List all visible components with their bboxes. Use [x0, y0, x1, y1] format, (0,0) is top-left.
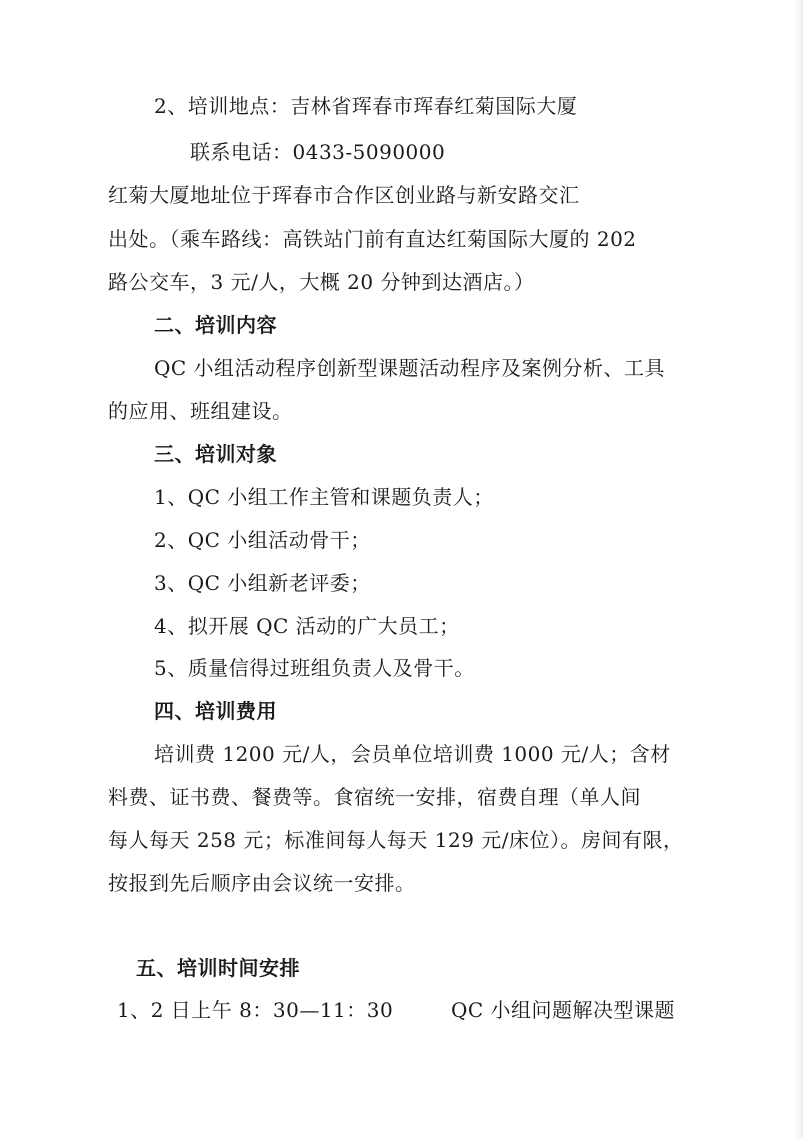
fees-line-3: 每人每天 258 元；标准间每人每天 129 元/床位）。房间有限， — [108, 828, 684, 852]
schedule-time: 1、2 日上午 8：30—11：30 — [117, 998, 394, 1022]
section-heading-content: 二、培训内容 — [154, 313, 277, 337]
content-line-1: QC 小组活动程序创新型课题活动程序及案例分析、工具 — [154, 356, 666, 380]
fees-line-1: 培训费 1200 元/人，会员单位培训费 1000 元/人；含材 — [154, 742, 671, 766]
schedule-topic: QC 小组问题解决型课题 — [451, 998, 676, 1022]
section-heading-fees: 四、培训费用 — [154, 699, 277, 723]
content-line-2: 的应用、班组建设。 — [108, 399, 293, 423]
section-heading-audience: 三、培训对象 — [154, 442, 277, 466]
training-location-heading: 2、培训地点：吉林省珲春市珲春红菊国际大厦 — [154, 94, 578, 118]
section-heading-schedule: 五、培训时间安排 — [136, 956, 300, 980]
scan-edge-shadow — [793, 0, 803, 1139]
audience-item-1: 1、QC 小组工作主管和课题负责人； — [154, 485, 494, 509]
audience-item-2: 2、QC 小组活动骨干； — [154, 528, 371, 552]
address-line-3: 路公交车，3 元/人，大概 20 分钟到达酒店。） — [108, 270, 535, 294]
audience-item-5: 5、质量信得过班组负责人及骨干。 — [154, 656, 475, 680]
audience-item-3: 3、QC 小组新老评委； — [154, 571, 371, 595]
contact-phone: 联系电话：0433-5090000 — [190, 140, 446, 164]
audience-item-4: 4、拟开展 QC 活动的广大员工； — [154, 614, 460, 638]
fees-line-2: 料费、证书费、餐费等。食宿统一安排，宿费自理（单人间 — [108, 785, 641, 809]
address-line-1: 红菊大厦地址位于珲春市合作区创业路与新安路交汇 — [108, 183, 580, 207]
fees-line-4: 按报到先后顺序由会议统一安排。 — [108, 871, 416, 895]
address-line-2: 出处。（乘车路线：高铁站门前有直达红菊国际大厦的 202 — [108, 227, 637, 251]
